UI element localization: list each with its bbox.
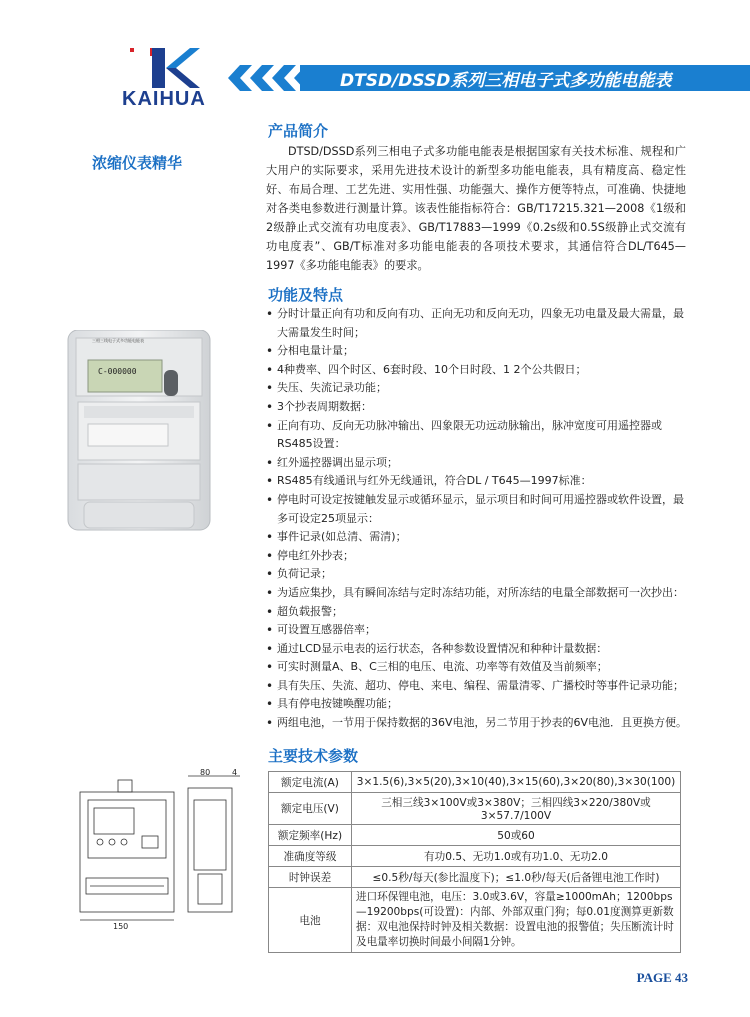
specs-title: 主要技术参数 bbox=[268, 747, 359, 765]
feature-item: • 可设置互感器倍率； bbox=[266, 621, 691, 640]
feature-item: • 事件记录(如总清、需清)； bbox=[266, 528, 691, 547]
brand-name: KAIHUA bbox=[122, 88, 206, 110]
feature-item: • 红外遥控器调出显示项； bbox=[266, 454, 691, 473]
spec-value: ≤0.5秒/每天(参比温度下)；≤1.0秒/每天(后备锂电池工作时) bbox=[352, 867, 681, 888]
feature-item: • 正向有功、反向无功脉冲输出、四象限无功远动脉输出，脉冲宽度可用遥控器或RS485设置： bbox=[266, 417, 691, 454]
spec-value: 三相三线3×100V或3×380V；三相四线3×220/380V或3×57.7/100V bbox=[352, 793, 681, 825]
feature-item: • 负荷记录； bbox=[266, 565, 691, 584]
feature-item: • 停电红外抄表； bbox=[266, 547, 691, 566]
spec-key: 准确度等级 bbox=[269, 846, 352, 867]
features-list bbox=[266, 305, 691, 733]
feature-item: • 具有失压、失流、超功、停电、来电、编程、需量清零、广播校时等事件记录功能； bbox=[266, 677, 691, 696]
feature-item: • 分时计量正向有功和反向有功、正向无功和反向无功，四象无功电量及最大需量，最大需量发生时间； bbox=[266, 305, 691, 342]
feature-item: • 通过LCD显示电表的运行状态，各种参数设置情况和种种计量数据： bbox=[266, 640, 691, 659]
kaihua-logo-icon bbox=[150, 46, 202, 90]
intro-text: DTSD/DSSD系列三相电子式多功能电能表是根据国家有关技术标准、规程和广大用户的实际要求，采用先进技术设计的新型多功能电能表，具有精度高、稳定性好、布局合理、工艺先进、实用性强、功能强大、操作方便等特点，可准确、快捷地对各类电参数进行测量计算。该表性能指标符合：GB/T17215.321—2008《1级和2级静止式交流有功电度表》、GB/T17883—1999《0.2s级和0.5S级静止式交流有功电度表”、GB/T标准对多功能电能表的各项技术要求，其通信符合DL/T645—1997《多功能电能表》的要求。 bbox=[266, 145, 686, 272]
spec-row bbox=[269, 888, 681, 953]
dim-top-label: 80 bbox=[200, 768, 211, 777]
feature-item: • 4种费率、四个时区、6套时段、10个日时段、1 2个公共假日； bbox=[266, 361, 691, 380]
dimension-drawing bbox=[70, 770, 250, 930]
feature-item: • 停电时可设定按键触发显示或循环显示，显示项目和时间可用遥控器或软件设置，最多可设定25项显示： bbox=[266, 491, 691, 528]
spec-key: 额定频率(Hz) bbox=[269, 825, 352, 846]
feature-item: • 具有停电按键唤醒功能； bbox=[266, 695, 691, 714]
feature-item: • 失压、失流记录功能； bbox=[266, 379, 691, 398]
feature-item: • 分相电量计量； bbox=[266, 342, 691, 361]
feature-item: • RS485有线通讯与红外无线通讯，符合DL / T645—1997标准： bbox=[266, 472, 691, 491]
spec-row bbox=[269, 825, 681, 846]
page-title: DTSD/DSSD系列三相电子式多功能电能表 bbox=[340, 71, 672, 91]
spec-key: 额定电流(A) bbox=[269, 772, 352, 793]
feature-item: • 可实时测量A、B、C三相的电压、电流、功率等有效值及当前频率； bbox=[266, 658, 691, 677]
dim-side-label: 4 bbox=[232, 768, 238, 777]
spec-value: 有功0.5、无功1.0或有功1.0、无功2.0 bbox=[352, 846, 681, 867]
meter-label: 三相三线电子式多功能电能表 bbox=[92, 338, 144, 343]
specs-table bbox=[268, 771, 681, 953]
spec-key: 额定电压(V) bbox=[269, 793, 352, 825]
intro-title: 产品简介 bbox=[268, 122, 329, 140]
features-title: 功能及特点 bbox=[268, 286, 344, 304]
feature-item: • 3个抄表周期数据： bbox=[266, 398, 691, 417]
spec-key: 时钟误差 bbox=[269, 867, 352, 888]
spec-row bbox=[269, 793, 681, 825]
logo-red-mark bbox=[130, 48, 134, 52]
intro-body bbox=[266, 142, 686, 275]
feature-item: • 两组电池，一节用于保持数据的36V电池，另二节用于抄表的6V电池．且更换方便。 bbox=[266, 714, 691, 733]
feature-item: • 超负载报警； bbox=[266, 603, 691, 622]
spec-value: 进口环保锂电池，电压：3.0或3.6V，容量≥1000mAh；1200bps—19200bps(可设置)：内部、外部双重门狗；每0.01度测算更新数据：双电池保持时钟及相关数据：设置电池的报警值；失压断流计时及电量率切换时间最小间隔1分钟。 bbox=[352, 888, 681, 953]
page-number: PAGE 43 bbox=[636, 970, 688, 985]
meter-photo bbox=[64, 330, 214, 535]
meter-lcd-readout: C-000000 bbox=[98, 367, 137, 376]
side-heading: 浓缩仪表精华 bbox=[92, 154, 183, 172]
spec-row bbox=[269, 772, 681, 793]
feature-item: • 为适应集抄，具有瞬间冻结与定时冻结功能，对所冻结的电量全部数据可一次抄出： bbox=[266, 584, 691, 603]
dim-bottom-label: 150 bbox=[113, 922, 129, 931]
spec-row bbox=[269, 846, 681, 867]
spec-row bbox=[269, 867, 681, 888]
logo bbox=[150, 46, 202, 90]
spec-key: 电池 bbox=[269, 888, 352, 953]
spec-value: 50或60 bbox=[352, 825, 681, 846]
spec-value: 3×1.5(6),3×5(20),3×10(40),3×15(60),3×20(80),3×30(100) bbox=[352, 772, 681, 793]
